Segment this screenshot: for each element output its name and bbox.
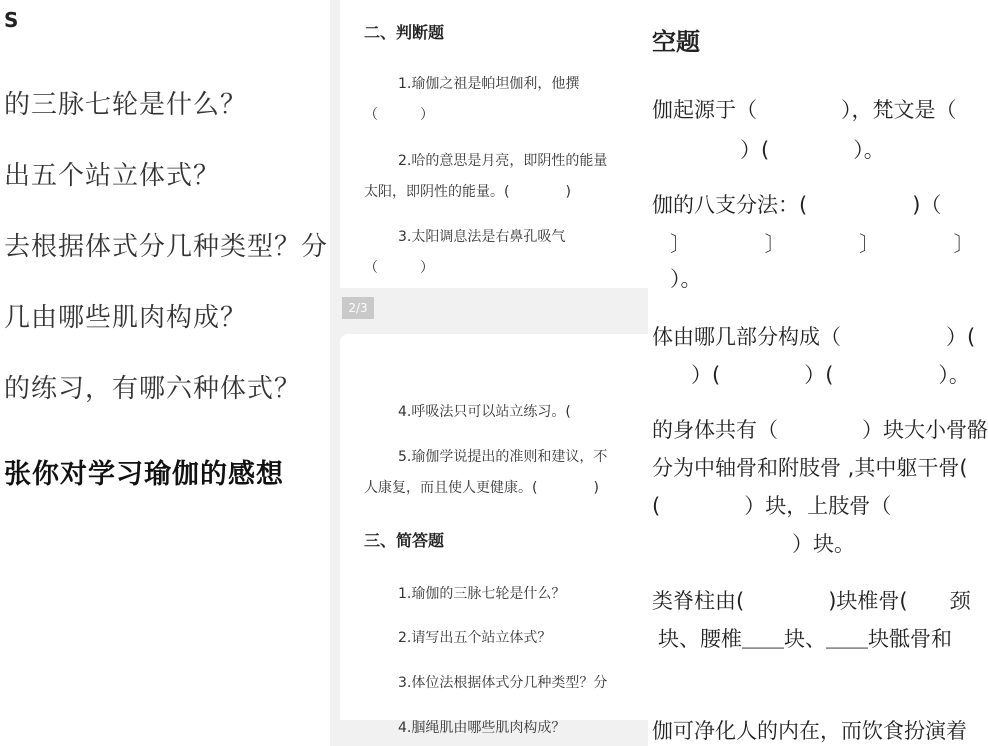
short-answer-2: 2.请写出五个站立体式？	[398, 630, 552, 646]
judgment-item-5-line2: 人康复，而且使人更健康。( )	[364, 480, 599, 496]
page-indicator-badge: 2/3	[342, 297, 374, 319]
judgment-item-2-line2: 太阳，即阴性的能量。( )	[364, 184, 571, 200]
fill-line-7: ）( ）( ）。	[670, 363, 970, 387]
middle-document-viewer	[330, 0, 648, 746]
left-question-6: 张你对学习瑜伽的感想	[4, 459, 284, 490]
left-question-4: 几由哪些肌肉构成？	[4, 303, 248, 333]
page-card-upper	[340, 0, 660, 288]
fill-line-12: 类脊柱由( )块椎骨( 颈	[652, 589, 971, 613]
left-question-1: 的三脉七轮是什么？	[4, 90, 248, 120]
fill-line-1: 伽起源于（ ），梵文是（	[652, 98, 957, 122]
fill-line-6: 体由哪几部分构成（ ）(	[652, 325, 976, 349]
fill-line-3: 伽的八支分法：( )（	[652, 193, 942, 217]
fill-line-11: ）块。	[708, 532, 855, 556]
judgment-item-1-line2: （ ）	[364, 107, 434, 123]
short-answer-1: 1.瑜伽的三脉七轮是什么？	[398, 586, 566, 602]
fill-line-13: 块、腰椎＿＿块、＿＿块骶骨和	[658, 627, 952, 651]
left-top-fragment: S	[4, 8, 19, 32]
short-answer-3: 3.体位法根据体式分几种类型？分	[398, 675, 608, 691]
left-question-5: 的练习，有哪六种体式？	[4, 374, 302, 404]
section-title-short-answer: 三、简答题	[364, 531, 445, 550]
right-section-title: 空题	[652, 28, 700, 56]
judgment-item-5-line1: 5.瑜伽学说提出的准则和建议，不	[398, 449, 608, 465]
fill-line-8: 的身体共有（ ）块大小骨骼	[652, 418, 988, 442]
fill-line-5: ）。	[670, 267, 702, 291]
judgment-item-2-line1: 2.哈的意思是月亮，即阴性的能量	[398, 153, 608, 169]
short-answer-4: 4.腘绳肌由哪些肌肉构成？	[398, 720, 566, 736]
right-page-fragment	[648, 0, 988, 746]
fill-line-10: ( ）块，上肢骨（	[652, 494, 892, 518]
judgment-item-3-line2: （ ）	[364, 260, 434, 276]
judgment-item-1-line1: 1.瑜伽之祖是帕坦伽利，他撰	[398, 76, 580, 92]
fill-line-9: 分为中轴骨和附肢骨 ,其中躯干骨(	[652, 456, 968, 480]
fill-line-14: 伽可净化人的内在，而饮食扮演着	[652, 719, 967, 743]
fill-line-2: ）( ）。	[698, 138, 885, 162]
fill-line-4: 〕 〕 〕 〕	[670, 232, 975, 256]
judgment-item-3-line1: 3.太阳调息法是右鼻孔吸气	[398, 229, 566, 245]
judgment-item-4-line1: 4.呼吸法只可以站立练习。(	[398, 404, 571, 420]
left-question-3: 去根据体式分几种类型？分	[4, 232, 329, 262]
left-question-2: 出五个站立体式？	[4, 161, 221, 191]
left-page-fragment	[0, 0, 330, 746]
page-card-lower	[340, 334, 660, 736]
section-title-judgment: 二、判断题	[364, 23, 445, 42]
